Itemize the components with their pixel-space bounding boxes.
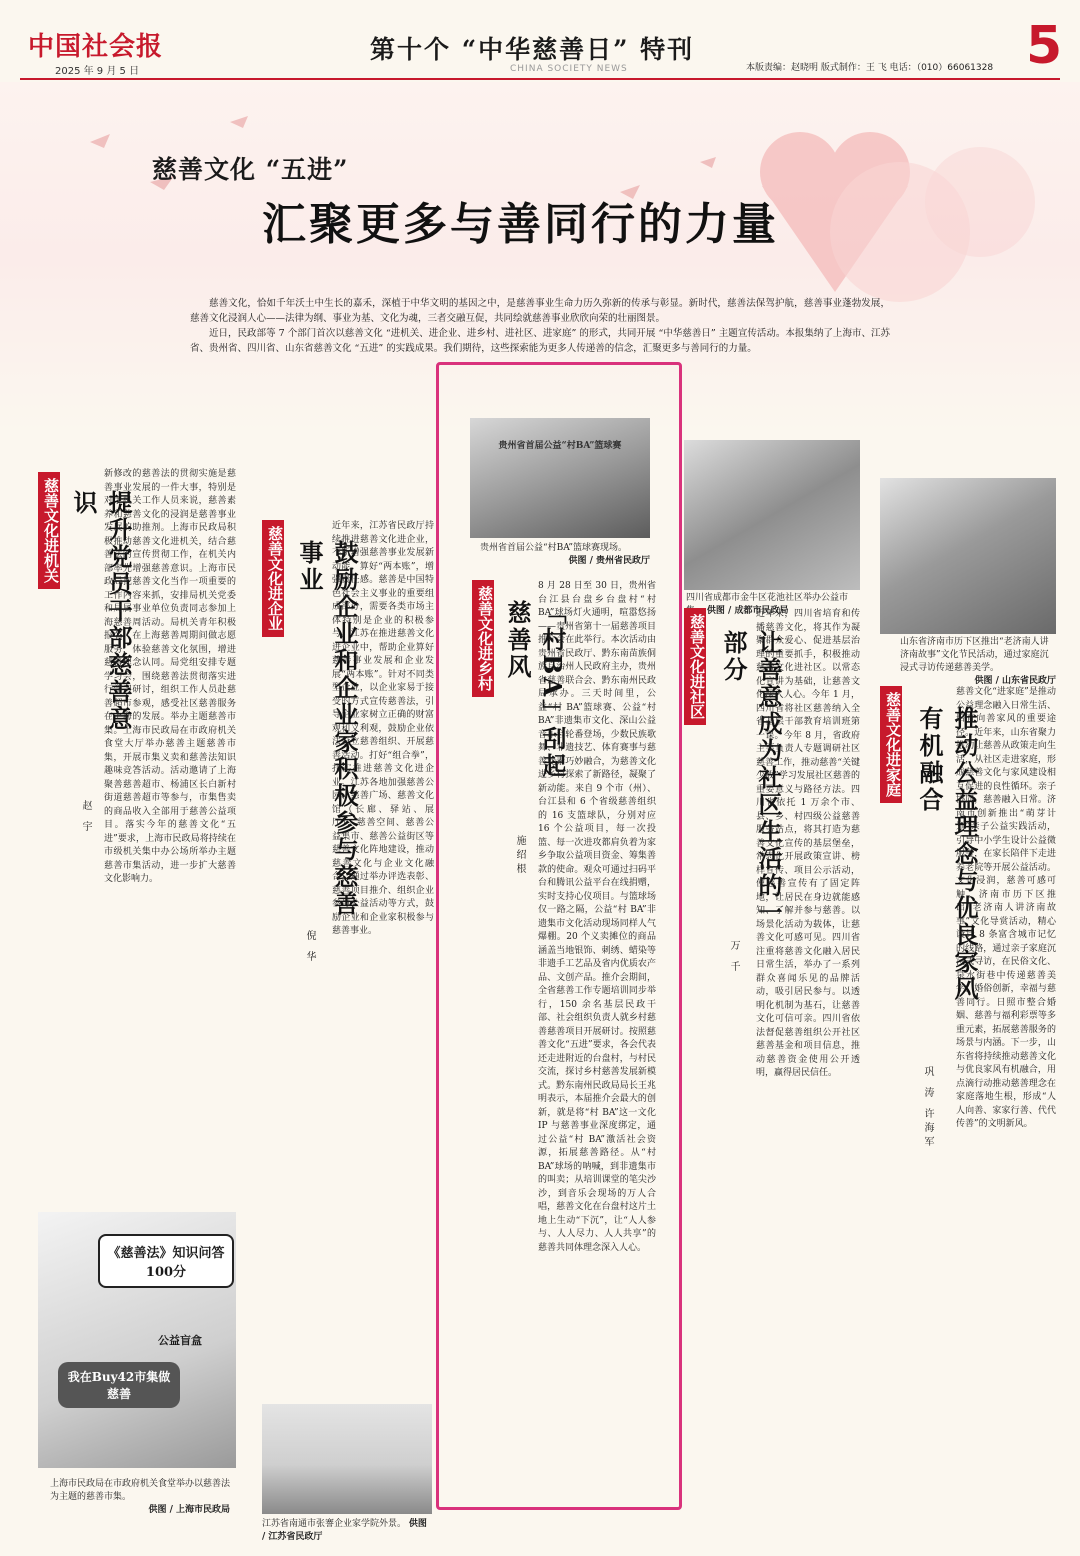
photo-village-ba <box>470 418 650 538</box>
photo-credit: 供图 / 山东省民政厅 <box>974 676 1056 686</box>
photo-community-market <box>684 440 860 590</box>
photo-banner-text: 贵州省首届公益“村BA”篮球赛 <box>498 441 622 451</box>
caption-text: 上海市民政局在市政府机关食堂举办以慈善法为主题的慈善市集。 <box>50 1479 231 1502</box>
masthead <box>0 0 1080 80</box>
article-body-community: 近年来，四川省培育和传播慈善文化，将其作为凝聚群众爱心、促进基层治理的重要抓手，积极推动慈善文化进社区。以常态化宣讲为基础，让慈善文化深入人心。今年 1 月，四川省将社区慈善纳入全省基层干部教育培训班第一课。今年 8 月，省政府主要负责人专题调研社区慈善工作，推动慈善“关键少数”学习发展社区慈善的重要意义与路径方法。四川省依托 1 万余个市、县、乡、村四级公益慈善服务站点，将其打造为慈善文化宣传的基层堡垒，常态化开展政策宣讲、榜样宣传、项目公示活动，使慈善宣传有了固定阵地，让居民在身边就能感知、了解并参与慈善。以场景化活动为载体，让慈善文化可感可见。四川省注重将慈善文化融入居民日常生活，举办了一系列群众喜闻乐见的品牌活动，吸引居民参与。以透明化机制为基石，让慈善文化可信可亲。四川省依法督促慈善组织公开社区慈善基金和项目信息，推动慈善资金使用公开透明，赢得居民信任。 <box>756 609 860 1078</box>
intro-paragraphs <box>190 296 890 356</box>
page-number: 5 <box>1026 16 1063 76</box>
article-author-enterprises: 倪 华 <box>304 930 315 966</box>
article-author-village: 施绍根 <box>514 835 525 877</box>
article-title-agencies: 提升党员干部慈善意识 <box>69 490 133 733</box>
article-body-family: 慈善文化“进家庭”是推动公益理念融入日常生活、培育向善家风的重要途径。近年来，山东省聚力推动让慈善从政策走向生活，从社区走进家庭，形成慈善文化与家风建设相互促进的良性循环。亲子协同，慈善融入日常。济南市创新推出“萌芽计划”亲子公益实践活动，引导中小学生设计公益微服务，在家长陪伴下走进养老院等开展公益活动。文化浸润，慈善可感可触。济南市历下区推出“老济南人讲济南故事”文化导赏活动，精心设计 8 条富含城市记忆的线路，通过亲子家庭沉浸式寻访，在民俗文化、泉水街巷中传递慈善美学。婚俗创新，幸福与慈善同行。日照市整合婚姻、慈善与福利彩票等多重元素，拓展慈善服务的场景与内涵。下一步，山东省将持续推动慈善文化与优良家风有机融合，用点滴行动推动慈善理念在家庭落地生根，形成“人人向善、家家行善、代代传善”的文明新风。 <box>956 687 1056 1129</box>
article-body-enterprises-cont <box>258 980 434 1400</box>
column-tag-family: 慈善文化进家庭 <box>880 686 902 803</box>
hero-title: 汇聚更多与善同行的力量 <box>262 199 779 250</box>
column-tag-village: 慈善文化进乡村 <box>472 580 494 697</box>
photo-zhangjian-college <box>262 1404 432 1514</box>
intro-paragraph: 慈善文化，恰如千年沃土中生长的嘉禾，深植于中华文明的基因之中，是慈善事业生命力历久弥新的传承与彰显。新时代，慈善法保驾护航，慈善事业蓬勃发展，慈善文化浸润人心——法律为纲、事业为基、文化为魂，三者交融互促，共同绘就慈善事业欣欣向荣的壮丽图景。 <box>190 298 890 324</box>
photo-sign-law-quiz: 《慈善法》知识问答100分 <box>98 1234 234 1288</box>
publication-date: 2025 年 9 月 5 日 <box>55 66 140 77</box>
article-title-family: 推动公益理念与优良家风有机融合 <box>915 706 979 1003</box>
photo-sign-market: 我在Buy42市集做慈善 <box>58 1362 180 1408</box>
article-author-family: 巩 涛 许海军 <box>922 1066 933 1151</box>
article-body-agencies: 新修改的慈善法的贯彻实施是慈善事业发展的一件大事，特别是对于机关工作人员来说，慈善素养和慈善文化的浸润是慈善事业发展的助推剂。上海市民政局积极推动慈善文化进机关，结合慈善法的宣传贯彻工作，在机关内部率先增强慈善意识。上海市民政局把慈善文化当作一项重要的工作内容来抓，安排局机关党委和局属事业单位负责同志参加上海慈善周活动。局机关青年积极报名，在上海慈善周期间做志愿服务，体验慈善文化氛围，增进慈善理念认同。局党组安排专题学习会，围绕慈善法贯彻落实进行学习研讨，组织工作人员赴慈善超市参观，感受社区慈善服务在上海的发展。举办主题慈善市集。上海市民政局在市政府机关食堂大厅举办慈善主题慈善市集，开展市集义卖和慈善法知识趣味竞答活动。活动邀请了上海聚善慈善超市、杨浦区长白新村街道慈善超市等参与，市集售卖的商品收入全部用于慈善公益项目。落实今年的慈善文化“五进”要求，上海市民政局将持续在市级机关集中办公场所举办主题慈善市集活动，进一步扩大慈善文化影响力。 <box>104 469 236 884</box>
photo-sign-blind-box: 公益盲盒 <box>158 1334 202 1347</box>
photo-caption-village <box>480 542 650 568</box>
english-masthead: CHINA SOCIETY NEWS <box>510 64 628 74</box>
photo-caption-enterprises <box>262 1518 432 1544</box>
article-title-community: 让善意成为社区生活的一部分 <box>719 630 783 927</box>
hero-subtitle: 慈善文化 “五进” <box>152 155 349 184</box>
caption-text: 江苏省南通市张謇企业家学院外景。 <box>262 1519 407 1529</box>
article-title-enterprises: 鼓励企业和企业家积极参与慈善事业 <box>295 540 359 918</box>
photo-credit: 供图 / 上海市民政局 <box>148 1505 230 1515</box>
caption-text: 四川省成都市金牛区花池社区举办公益市 <box>686 593 849 603</box>
caption-text: 山东省济南市历下区推出“老济南人讲济南故事”文化节民活动，通过家庭沉浸式寻访传递慈善美学。 <box>900 637 1049 673</box>
column-tag-enterprises: 慈善文化进企业 <box>262 520 284 637</box>
photo-credit: 供图 / 江苏省民政厅 <box>262 1519 427 1542</box>
article-author-agencies: 赵 宇 <box>80 800 91 836</box>
photo-credit: 供图 / 贵州省民政厅 <box>568 556 650 566</box>
caption-text: 贵州省首届公益“村BA”篮球赛现场。 <box>480 543 627 553</box>
special-issue-title: 第十个 “中华慈善日” 特刊 <box>370 35 695 64</box>
column-tag-agencies: 慈善文化进机关 <box>38 472 60 589</box>
intro-paragraph: 近日，民政部等 7 个部门首次以慈善文化 “进机关、进企业、进乡村、进社区、进家庭” 的形式，共同开展 “中华慈善日” 主题宣传活动。本报集纳了上海市、江苏省、贵州省、四川省、山东省慈善文化 “五进” 的实践成果。我们期待，这些探索能为更多人传递善的信念，汇聚更多与善同行的力量。 <box>190 328 890 354</box>
newspaper-logo: 中国社会报 <box>28 32 164 62</box>
photo-credit: 供图 / 成都市民政局 <box>706 606 789 616</box>
article-body-enterprises: 近年来，江苏省民政厅持续推进慈善文化进企业，不断增强慈善事业发展新动能。算好“两本账”，增强责任感。慈善是中国特色社会主义事业的重要组成部分，需要各类市场主体特别是企业的积极参与。江苏在推进慈善文化进企业中，帮助企业算好慈善事业发展和企业发展“两本账”。针对不同类型企业，以企业家易于接受的方式宣传慈善法，引导企业家树立正确的财富观和义利观，鼓励企业依法设立慈善组织、开展慈善活动。打好“组合拳”，扎实推进慈善文化进企业。江苏各地加强慈善公园、慈善广场、慈善文化馆（长廊、驿站、展厅）、慈善空间、慈善公益集市、慈善公益街区等慈善文化阵地建设，推动慈善文化与企业文化融合。通过举办评选表彰、慈善项目推介、组织企业参与公益活动等方式，鼓励企业和企业家积极参与慈善事业。 <box>332 521 434 936</box>
masthead-rule <box>20 78 1060 80</box>
article-title-village: 「村BA」刮起慈善风 <box>503 600 567 780</box>
photo-family-tour <box>880 478 1056 634</box>
article-body-village: 8 月 28 日至 30 日，贵州省台江县台盘乡台盘村“村 BA”球场灯火通明，喧嚣悠扬——贵州省第十一届慈善项目推介会在此举行。本次活动由贵州省民政厅、黔东南苗族侗族自治州人民政府主办，贵州省慈善联合会、黔东南州民政局承办。三天时间里，公益“村 BA”篮球赛、公益“村 BA”非遗集市文化、深山公益音乐会轮番登场，少数民族歌舞、非遗技艺、体育赛事与慈善元素巧妙融合，为慈善文化进乡村探索了新路径，凝聚了新动能。来自 9 个市（州）、台江县和 6 个省级慈善组织的 16 支篮球队，分别对应 16 个公益项目，每一次投篮、每一次进攻都肩负着为家乡争取公益项目资金、筹集善款的使命。观众可通过扫码平台和腾讯公益平台在线捐赠，实时支持心仪项目。与篮球场仅一路之隔，公益“村 BA”非遗集市文化活动现场同样人气爆棚。20 个义卖摊位的商品涵盖当地银饰、刺绣、蜡染等非遗手工艺品及省内优质农产品、文创产品。推介会期间，全省慈善工作专题培训同步举行，150 余名基层民政干部、社会组织负责人就乡村慈善慈善项目开展研讨。按照慈善文化“五进”要求，各会代表还走进附近的台盘村，与村民交流，探讨乡村慈善发展新模式。黔东南州民政局局长王兆明表示，本届推介会最大的创新，就是将“村 BA”这一文化 IP 与慈善事业深度绑定，通过公益“村 BA”激活社会资源，拓展慈善路径。从“村 BA”球场的呐喊，到非遗集市的叫卖；从培训课堂的笔尖沙沙，到音乐会现场的万人合唱，慈善文化在台盘村这片土地上生动“下沉”，让“人人参与、人人尽力、人人共享”的慈善共同体理念深入人心。 <box>538 581 656 1253</box>
column-tag-community: 慈善文化进社区 <box>684 608 706 725</box>
photo-charity-market <box>38 1212 236 1468</box>
article-author-community: 万 千 <box>728 940 739 976</box>
editor-credits: 本版责编：赵晓明 版式制作：王 飞 电话：（010）66061328 <box>746 63 994 73</box>
photo-caption-agencies <box>50 1478 230 1517</box>
photo-caption-family <box>900 636 1056 688</box>
